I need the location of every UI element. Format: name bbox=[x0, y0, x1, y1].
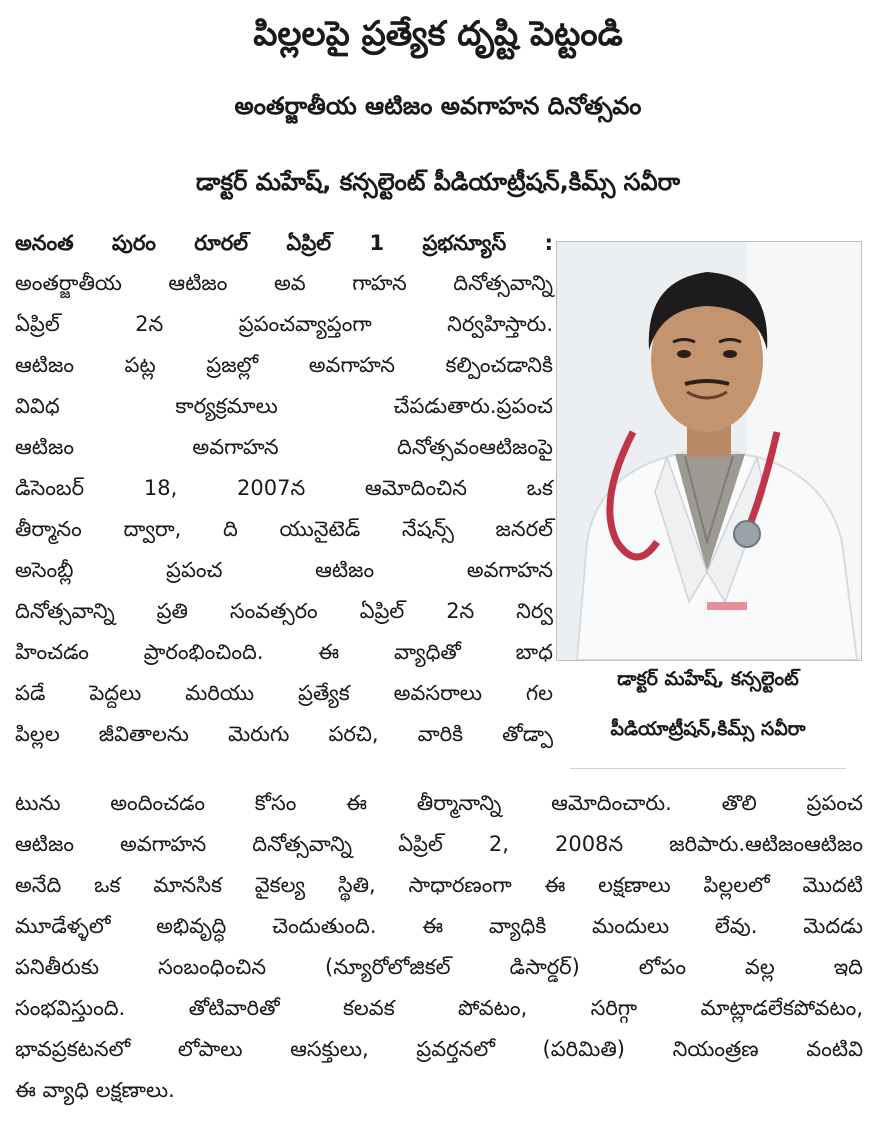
body-line: తీర్మానం ద్వారా, ది యునైటెడ్ నేషన్స్ జనరల్ bbox=[15, 517, 553, 541]
headline: పిల్లలపై ప్రత్యేక దృష్టి పెట్టండి bbox=[253, 14, 623, 54]
body-line: హించడం ప్రారంభించింది. ఈ వ్యాధితో బాధ bbox=[15, 640, 553, 664]
caption-divider bbox=[570, 768, 846, 769]
subheadline: అంతర్జాతీయ ఆటిజం అవగాహన దినోత్సవం bbox=[234, 92, 642, 120]
author-line: డాక్టర్ మహేష్, కన్సల్టెంట్ పీడియాట్రీషన్,కిమ్స్ సవీరా bbox=[195, 168, 681, 196]
body-line: అనేది ఒక మానసిక వైకల్య స్థితి, సాధారణంగా ఈ లక్షణాలు పిల్లలలో మొదటి bbox=[15, 873, 863, 897]
dateline: అనంత పురం రూరల్ ఏప్రిల్ 1 ప్రభన్యూస్ : bbox=[15, 231, 553, 255]
body-line: ఆటిజం అవగాహన దినోత్సవాన్ని ఏప్రిల్ 2, 2008న జరిపారు.ఆటిజంఆటిజం bbox=[15, 832, 863, 856]
body-line: ఈ వ్యాధి లక్షణాలు. bbox=[15, 1078, 175, 1102]
body-line: ఏప్రిల్ 2న ప్రపంచవ్యాప్తంగా నిర్వహిస్తారు. bbox=[15, 312, 553, 336]
body-line: ఆటిజం పట్ల ప్రజల్లో అవగాహన కల్పించడానికి bbox=[15, 353, 553, 377]
body-line: మూడేళ్ళలో అభివృద్ధి చెందుతుంది. ఈ వ్యాధికి మందులు లేవు. మెదడు bbox=[15, 914, 863, 938]
doctor-portrait-icon bbox=[557, 242, 861, 660]
body-line: సంభవిస్తుంది. తోటివారితో కలవక పోవటం, సరిగ్గా మాట్లాడలేకపోవటం, bbox=[15, 996, 863, 1020]
body-line: దినోత్సవాన్ని ప్రతి సంవత్సరం ఏప్రిల్ 2న నిర్వ bbox=[15, 599, 553, 623]
body-line: పడే పెద్దలు మరియు ప్రత్యేక అవసరాలు గల bbox=[15, 681, 553, 705]
body-line: వివిధ కార్యక్రమాలు చేపడుతారు.ప్రపంచ bbox=[15, 394, 553, 418]
doctor-photo bbox=[556, 241, 862, 661]
body-line: అంతర్జాతీయ ఆటిజం అవ గాహన దినోత్సవాన్ని bbox=[15, 271, 553, 295]
body-line: టును అందించడం కోసం ఈ తీర్మానాన్ని ఆమోదించారు. తొలి ప్రపంచ bbox=[15, 791, 863, 815]
body-line: డిసెంబర్ 18, 2007న ఆమోదించిన ఒక bbox=[15, 476, 553, 500]
body-line: పిల్లల జీవితాలను మెరుగు పరచి, వారికి తోడ్పా bbox=[15, 722, 553, 746]
body-line: భావప్రకటనలో లోపాలు ఆసక్తులు, ప్రవర్తనలో (పరిమితి) నియంత్రణ వంటివి bbox=[15, 1037, 863, 1061]
body-line: పనితీరుకు సంబంధించిన (న్యూరోలోజికల్ డిసార్డర్) లోపం వల్ల ఇది bbox=[15, 955, 863, 979]
body-line: అసెంబ్లీ ప్రపంచ ఆటిజం అవగాహన bbox=[15, 558, 553, 582]
photo-caption-line-2: పీడియాట్రీషన్,కిమ్స్ సవీరా bbox=[610, 718, 806, 740]
body-line: ఆటిజం అవగాహన దినోత్సవంఆటిజంపై bbox=[15, 435, 553, 459]
photo-caption-line-1: డాక్టర్ మహేష్, కన్సల్టెంట్ bbox=[617, 668, 799, 690]
